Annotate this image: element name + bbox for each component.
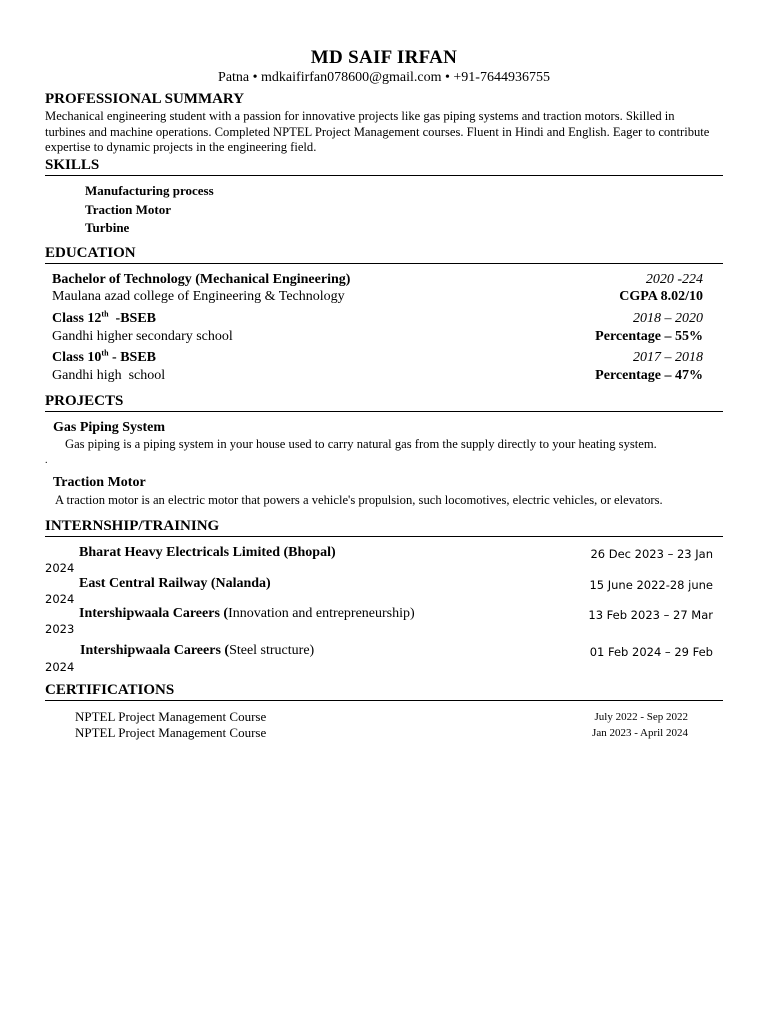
class12-institution: Gandhi higher secondary school: [52, 329, 233, 344]
internship-org: [79, 576, 271, 592]
education-heading: EDUCATION: [45, 245, 136, 261]
internship-detail: Steel structure): [229, 643, 315, 658]
internship-heading: INTERNSHIP/TRAINING: [45, 518, 220, 534]
class10-title-prefix: Class 10: [52, 350, 102, 365]
internship-org-name: Intershipwaala Careers (: [79, 606, 229, 621]
stray-period: .: [45, 455, 48, 466]
internship-org: [80, 643, 314, 659]
class10-title-suffix: - BSEB: [108, 350, 156, 365]
degree-dates: 2020 -224: [645, 272, 703, 287]
internship-year: 2024: [45, 592, 75, 606]
class12-dates: 2018 – 2020: [633, 311, 703, 326]
internship-dates: 13 Feb 2023 – 27 Mar: [588, 608, 713, 622]
projects-heading: PROJECTS: [45, 393, 124, 409]
class12-score: Percentage – 55%: [595, 329, 703, 344]
skills-heading: SKILLS: [45, 157, 100, 173]
project-description: A traction motor is an electric motor that powers a vehicle's propulsion, such locomotives, electric vehicles, or elevators.: [55, 493, 663, 507]
certification-dates: July 2022 - Sep 2022: [594, 711, 688, 723]
internship-org: [79, 545, 336, 561]
certification-dates: Jan 2023 - April 2024: [592, 727, 688, 739]
class10-dates: 2017 – 2018: [633, 350, 703, 365]
class12-title-sup: th: [101, 309, 109, 319]
internship-divider: [45, 536, 723, 537]
degree-title: Bachelor of Technology (Mechanical Engineering): [52, 272, 351, 287]
project-title: Traction Motor: [53, 475, 146, 490]
class10-institution: Gandhi high school: [52, 368, 166, 383]
internship-org: [79, 606, 415, 622]
candidate-name: MD SAIF IRFAN: [310, 47, 458, 68]
contact-line: Patna • mdkaifirfan078600@gmail.com • +91-7644936755: [218, 70, 550, 85]
education-divider: [45, 263, 723, 264]
internship-dates: 26 Dec 2023 – 23 Jan: [590, 547, 713, 561]
certification-name: NPTEL Project Management Course: [75, 725, 267, 740]
internship-detail: Innovation and entrepreneurship): [228, 606, 415, 621]
class12-title: [52, 311, 156, 327]
project-title: Gas Piping System: [53, 420, 166, 435]
internship-org-name: Intershipwaala Careers (: [80, 643, 230, 658]
skills-divider: [45, 175, 723, 176]
skill-item: Turbine: [85, 220, 130, 235]
degree-score: CGPA 8.02/10: [619, 289, 703, 304]
skill-item: Manufacturing process: [85, 183, 214, 198]
summary-heading: PROFESSIONAL SUMMARY: [45, 91, 245, 107]
degree-institution: Maulana azad college of Engineering & Technology: [52, 289, 345, 304]
class10-score: Percentage – 47%: [595, 368, 703, 383]
internship-year: 2023: [45, 622, 75, 636]
project-description: Gas piping is a piping system in your house used to carry natural gas from the supply directly to your heating system.: [65, 437, 657, 451]
internship-org-name: Bharat Heavy Electricals Limited (Bhopal): [79, 545, 336, 560]
certifications-divider: [45, 700, 723, 701]
class12-title-prefix: Class 12: [52, 311, 102, 326]
internship-year: 2024: [45, 561, 75, 575]
projects-divider: [45, 411, 723, 412]
internship-dates: 15 June 2022-28 june: [589, 578, 713, 592]
class10-title-sup: th: [101, 348, 109, 358]
certification-name: NPTEL Project Management Course: [75, 709, 267, 724]
internship-year: 2024: [45, 660, 75, 674]
internship-dates: 01 Feb 2024 – 29 Feb: [589, 645, 713, 659]
class10-title: [52, 350, 156, 366]
skill-item: Traction Motor: [85, 202, 172, 217]
summary-text: Mechanical engineering student with a passion for innovative projects like gas piping systems and traction motors. Skilled in turbines and machine operations. Completed NPTEL Project Management courses. Fluent in Hindi and English. Eager to contribute expertise to dynamic projects in the engineering field.: [45, 109, 710, 154]
class12-title-suffix: -BSEB: [108, 311, 156, 326]
internship-org-name: East Central Railway (Nalanda): [79, 576, 271, 591]
certifications-heading: CERTIFICATIONS: [45, 682, 175, 698]
